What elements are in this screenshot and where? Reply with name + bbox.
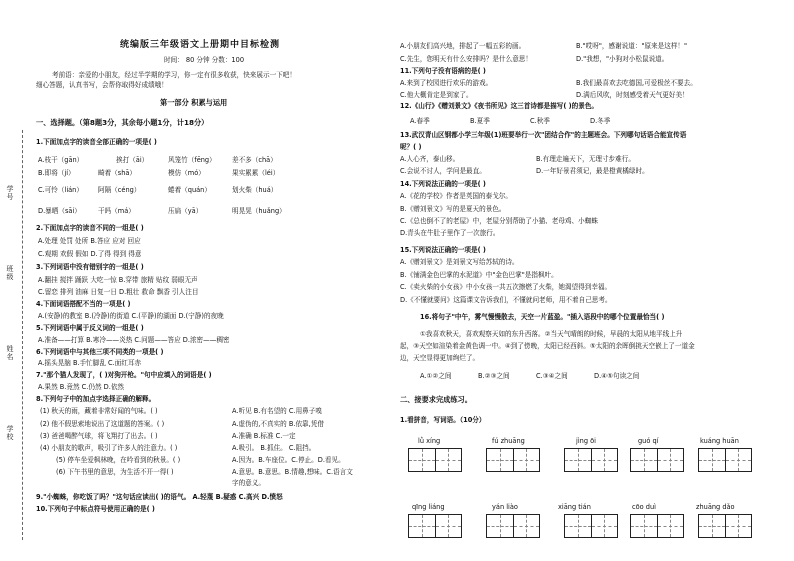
question-7: 7."那个猫人发现了，( )对狗开枪。"句中应填入的词语是( ) [36, 371, 212, 379]
question-5: 5.下列词语中属于反义词的一组是( ) [36, 324, 144, 332]
q1-option-b2: 畸着（shā） [98, 169, 137, 177]
write-box-6[interactable] [408, 514, 462, 538]
pinyin-5: kuáng huān [700, 437, 739, 445]
q10-option-c: C.先生，您明天有什么安排吗？是什么意思！ [400, 55, 532, 63]
pinyin-question: 1.看拼音，写词语。（10分） [400, 416, 486, 424]
pinyin-3: jìng ōi [576, 437, 596, 445]
q16-option-a: A.①②之间 [420, 372, 452, 380]
write-box-7[interactable] [486, 514, 540, 538]
q14-option-b: B.《赠刘景文》写的是夏天的景色。 [400, 205, 506, 213]
write-box-10[interactable] [698, 514, 752, 538]
q2-options-cd: C.观期 欢假 假如 D.了得 得到 得意 [38, 250, 142, 258]
section1-heading: 一、选择题。（第8题3分，其余每小题1分，计18分） [36, 118, 209, 127]
q12-option-a: A.春季 [410, 117, 430, 125]
q8-item3-choices: A.准确 B.标准 C.一定 [232, 432, 296, 440]
part1-heading: 第一部分 积累与运用 [160, 98, 228, 107]
q15-option-d: D.《不懂就要问》这篇课文告诉我们，不懂就问老师，用不着自己思考。 [400, 296, 612, 304]
question-4: 4.下面词语搭配不当的一项是( ) [36, 300, 131, 308]
write-box-2[interactable] [486, 448, 540, 472]
q13-option-d: D.一年好景君须记，最是橙黄橘绿时。 [536, 167, 649, 175]
pinyin-8: xiāng tián [558, 503, 591, 511]
question-13-cont: 呢？( ) [400, 143, 422, 151]
q1-option-b4: 果实累累（léi） [232, 169, 280, 177]
question-9: 9."小蜘蛛，你吃饭了吗？"这句话应读出( )的语气。 A.轻蔑 B.疑惑 C.高兴 D.愤怒 [36, 493, 283, 501]
question-12: 12.《山行》《赠刘景文》《夜书所见》这三首诗都是描写( )的景色。 [400, 102, 599, 110]
q8-item3: (3) 爸爸喝醉气球，将飞翔打了出去。( ) [40, 432, 158, 440]
q1-option-b3: 模仿（mó） [168, 169, 205, 177]
write-box-5[interactable] [698, 448, 752, 472]
q8-item2: (2) 他不假思索地说出了这道题的答案。( ) [40, 420, 165, 428]
q1-option-b1: B.即将（jí） [38, 169, 75, 177]
q8-item1: (1) 秋天的雨，藏着非常好闻的气味。( ) [40, 407, 158, 415]
q8-item6-choices-cont: 字的意义。 [232, 479, 265, 487]
exam-meta: 时间： 80 分钟 分数：100 [164, 56, 245, 64]
q16-option-c: C.③④之间 [536, 372, 568, 380]
q1-option-c3: 蜷着（quán） [168, 186, 211, 194]
question-15: 15.下列说法正确的一项是( ) [400, 246, 486, 254]
q13-option-c: C.会说不讨人，学问是最直。 [400, 167, 486, 175]
write-box-1[interactable] [408, 448, 462, 472]
q5-options: A.准备——打算 B.寒冷——炎热 C.问题——答应 D.浓密——稠密 [38, 336, 230, 344]
write-box-9[interactable] [630, 514, 684, 538]
page-title: 统编版三年级语文上册期中目标检测 [120, 40, 281, 50]
write-box-3[interactable] [564, 448, 618, 472]
section2-heading: 二、接要求完成练习。 [400, 395, 472, 404]
question-14: 14.下列说法正确的一项是( ) [400, 180, 486, 188]
pinyin-10: zhuāng dǎo [696, 503, 735, 511]
q11-option-d: D.满后风吹，时刻感受着天气更好美！ [576, 91, 689, 99]
question-1: 1.下面加点字的读音全部正确的一项是( ) [36, 138, 157, 146]
q11-option-c: C.他大概肯定是到家了。 [400, 91, 473, 99]
pinyin-1: lǜ xíng [418, 437, 441, 445]
binding-margin [0, 0, 34, 561]
q8-item6-choices: A.意思。B.意思。B.情趣,想味。C.语言文 [232, 468, 353, 476]
q1-option-d3: 压扁（yā） [168, 207, 203, 215]
q11-option-a: A.来到了校园进行欢乐的游戏。 [400, 79, 493, 87]
q3-options-ab: A.翻挂 搅拌 踊跃 大吃一惊 B.穿带 旅精 贴纹 弱眼无声 [38, 276, 198, 284]
question-3: 3.下列词语中没有错别字的一组是( ) [36, 263, 144, 271]
name-label: 姓名 [6, 345, 14, 361]
cut-line [22, 130, 23, 540]
q1-option-c2: 阿隔（céng） [98, 186, 141, 194]
pinyin-2: fú zhuāng [492, 437, 525, 445]
q13-option-a: A.人心齐，泰山移。 [400, 155, 460, 163]
class-label: 班级 [6, 265, 14, 281]
q14-option-c: C.《总也倒不了的老屋》中，老屋分别帮助了小猫、老母鸡、小蜘蛛 [400, 217, 598, 225]
question-6: 6.下列词语中与其他三项不同类的一项是( ) [36, 348, 164, 356]
q10-option-d: D."我想，"小狗对小松鼠说道。 [576, 55, 669, 63]
q8-item5-choices: A.因为。B.车座位。C.停止。D.看见。 [232, 456, 345, 464]
q1-option-d2: 干吗（má） [98, 207, 135, 215]
q8-item4-choices: A.吸引。 B.抓住。 C.阻挡。 [232, 444, 316, 452]
q16-option-d: D.④⑤句读之间 [594, 372, 640, 380]
q16-passage-line3: 边，天空显得更加绚烂了。 [400, 354, 480, 362]
pinyin-6: qīng liáng [412, 503, 445, 511]
pinyin-4: guó qí [638, 437, 659, 445]
q1-option-d4: 明晃晃（huǎng） [232, 207, 286, 215]
q1-option-a4: 差不多（chā） [232, 156, 277, 164]
q1-option-c1: C.可怜（lián） [38, 186, 83, 194]
q15-option-b: B.《铺满金色巴掌的水泥道》中"金色巴掌"是指枫叶。 [400, 271, 558, 279]
q4-options: A.(安静)的教室 B.(冷静)的街道 C.(平静)的湖面 D.(宁静)的夜晚 [38, 312, 224, 320]
question-8: 8.下列句子中的加点字选择正确的解释。 [36, 395, 156, 403]
q1-option-a2: 挨打（āi） [116, 156, 149, 164]
question-13: 13.武汉青山区钢都小学三年级(1)班要举行一次"团结合作"的主题班会。下列哪句话语合能宣传语 [400, 131, 687, 139]
q1-option-d1: D.暴晒（sāi） [38, 207, 81, 215]
q7-options: A.果然 B.竟然 C.仍然 D.依然 [38, 383, 125, 391]
q2-options-ab: A.处理 处罚 处所 B.答应 应对 回应 [38, 237, 141, 245]
q8-item2-choices: A.虚伪的,不真实的 B.依靠,凭借 [232, 420, 324, 428]
q12-option-d: D.冬季 [590, 117, 611, 125]
question-10: 10.下列句子中标点符号使用正确的是( ) [36, 505, 155, 513]
write-box-4[interactable] [630, 448, 684, 472]
write-box-8[interactable] [564, 514, 618, 538]
q15-option-c: C.《卖火柴的小女孩》中小女孩一共五次擦燃了火柴，她渴望得到幸福。 [400, 283, 612, 291]
q8-item1-choices: A.听见 B.有名望的 C.用鼻子嗅 [232, 407, 322, 415]
q16-passage-line1: ①我喜欢秋天，喜欢观察天如的东升西落。②当天气晴朗的时候，早晨的太阳从地平线上升 [420, 330, 683, 338]
intro-tip-line1: 考前语：亲爱的小朋友，经过半学期的学习，你一定有很多收获，快来展示一下吧！ [52, 71, 296, 79]
q1-option-a3: 风笼竹（fēng） [168, 156, 216, 164]
q8-item4: (4) 小朋友的歌声，吸引了许多人的注意力。( ) [40, 444, 178, 452]
q14-option-a: A.《花的学校》作者是英国的泰戈尔。 [400, 192, 512, 200]
pinyin-9: cōo duì [632, 503, 656, 511]
q12-option-b: B.夏季 [470, 117, 490, 125]
q1-option-c4: 划火柴（huá） [232, 186, 278, 194]
q13-option-b: B.有理走遍天下，无理寸步难行。 [536, 155, 635, 163]
q3-options-cd: C.留恋 排列 油麻 日复一日 D.粗壮 救命 飘香 引人注目 [38, 288, 199, 296]
q14-option-d: D.青头在牛肚子里作了一次旅行。 [400, 229, 500, 237]
q11-option-b: B.我们最喜欢去吃德国,可爱极丝不要去。 [576, 79, 697, 87]
q12-option-c: C.秋季 [530, 117, 550, 125]
q10-option-a: A.小朋友们高兴地，排起了一幅五彩的画。 [400, 42, 526, 50]
question-16: 16.将句子"中午，雾气慢慢散去，天空一片蓝盈。"插入语段中的哪个位置最恰当( ) [420, 313, 665, 321]
question-11: 11.下列句子没有语病的是( ) [400, 67, 486, 75]
q15-option-a: A.《赠刘景文》是刘景文写给苏轼的诗。 [400, 258, 519, 266]
q1-option-a1: A.枝干（gān） [38, 156, 84, 164]
question-2: 2.下面加点字的读音不同的一组是( ) [36, 224, 144, 232]
q10-option-b: B."哎呀"，感谢说道："原来是这样！" [576, 42, 688, 50]
q16-option-b: B.②③之间 [478, 372, 510, 380]
student-id-label: 学号 [6, 185, 14, 201]
q16-passage-line2: 起，③天空如渲染着金黄色调一中。④到了傍晚，太阳已经西斜。⑤太阳的余晖倒挑天空嵌上了一道金 [400, 342, 695, 350]
q8-item6: (6) 下午书里的意思，为生活不开一得( ) [56, 468, 174, 476]
pinyin-7: yán liào [492, 503, 518, 511]
q6-options: A.摇头晃脑 B.手忙脚乱 C.面红耳赤 [38, 359, 142, 367]
school-label: 学校 [6, 425, 14, 441]
q8-item5: (5) 停车坐爱枫林晚，在吟看到的秋景。( ) [56, 456, 181, 464]
intro-tip-line2: 细心答题，认真书写，会帮你取得好成绩哦！ [36, 81, 168, 89]
